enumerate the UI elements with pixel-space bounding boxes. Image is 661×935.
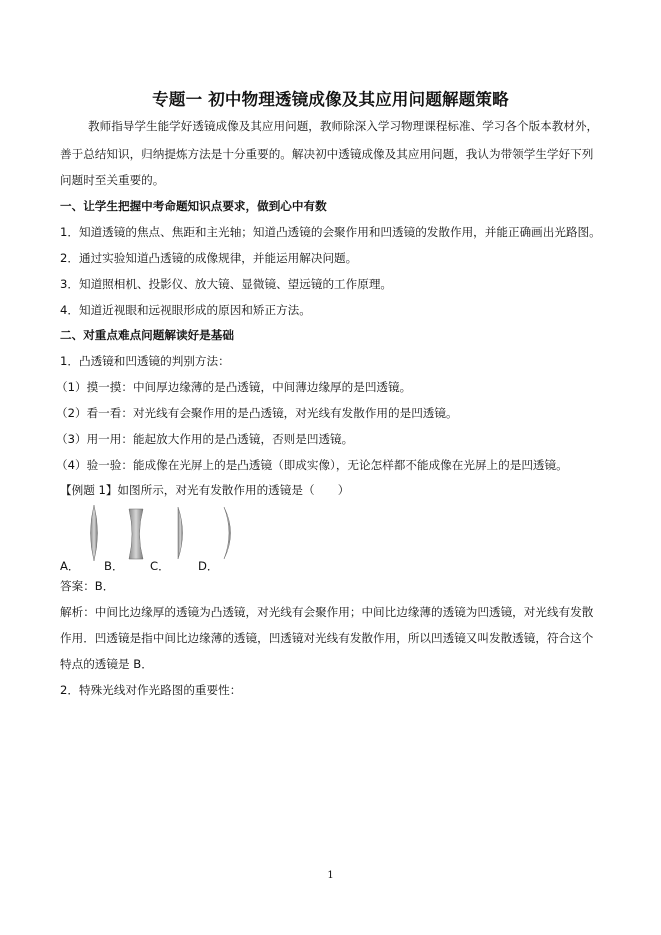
answer-text: 答案：B．: [60, 579, 115, 593]
option-b-label: B．: [104, 559, 124, 573]
section1-item-1: 1．知道透镜的焦点、焦距和主光轴；知道凸透镜的会聚作用和凹透镜的发散作用，并能正确画出光路图。: [60, 225, 601, 239]
intro-line-2: 善于总结知识，归纳提炼方法是十分重要的。解决初中透镜成像及其应用问题，我认为带领学生学好下列: [60, 147, 594, 161]
convex-lens-icon: [86, 504, 102, 562]
option-d-label: D．: [198, 559, 219, 573]
page-title: 专题一 初中物理透镜成像及其应用问题解题策略: [152, 90, 509, 109]
section1-heading: 一、让学生把握中考命题知识点要求，做到心中有数: [60, 199, 327, 213]
option-a-label: A．: [60, 559, 80, 573]
method-4: （4）验一验：能成像在光屏上的是凸透镜（即成实像），无论怎样都不能成像在光屏上的是凹透镜。: [56, 458, 568, 472]
section1-item-2: 2．通过实验知道凸透镜的成像规律，并能运用解决问题。: [60, 251, 358, 265]
method-3: （3）用一用：能起放大作用的是凸透镜，否则是凹透镜。: [56, 432, 354, 446]
section2-heading: 二、对重点难点问题解读好是基础: [60, 328, 234, 342]
lens-figure: [60, 504, 360, 574]
analysis-line-2: 作用．凹透镜是指中间比边缘薄的透镜，凹透镜对光线有发散作用，所以凹透镜又叫发散透镜，符合这个: [60, 631, 594, 645]
analysis-line-1: 解析：中间比边缘厚的透镜为凸透镜，对光线有会聚作用；中间比边缘薄的透镜为凹透镜，对光线有发散: [60, 605, 594, 619]
plano-convex-lens-icon: [174, 506, 188, 560]
concave-lens-icon: [128, 508, 144, 560]
meniscus-lens-icon: [222, 506, 238, 560]
intro-line-1: 教师指导学生能学好透镜成像及其应用问题，教师除深入学习物理课程标准、学习各个版本教材外，: [88, 119, 599, 133]
section1-item-4: 4．知道近视眼和远视眼形成的原因和矫正方法。: [60, 303, 311, 317]
option-c-label: C．: [150, 559, 170, 573]
analysis-line-3: 特点的透镜是 B．: [60, 657, 153, 671]
section2-sub2: 2．特殊光线对作光路图的重要性：: [60, 683, 242, 697]
section1-item-3: 3．知道照相机、投影仪、放大镜、显微镜、望远镜的工作原理。: [60, 277, 393, 291]
example-question: 【例题 1】如图所示，对光有发散作用的透镜是（ ）: [60, 483, 350, 497]
section2-sub1: 1．凸透镜和凹透镜的判别方法：: [60, 354, 230, 368]
method-1: （1）摸一摸：中间厚边缘薄的是凸透镜，中间薄边缘厚的是凹透镜。: [56, 380, 412, 394]
page-number: 1: [327, 870, 334, 881]
method-2: （2）看一看：对光线有会聚作用的是凸透镜，对光线有发散作用的是凹透镜。: [56, 406, 458, 420]
intro-line-3: 问题时至关重要的。: [60, 173, 165, 187]
